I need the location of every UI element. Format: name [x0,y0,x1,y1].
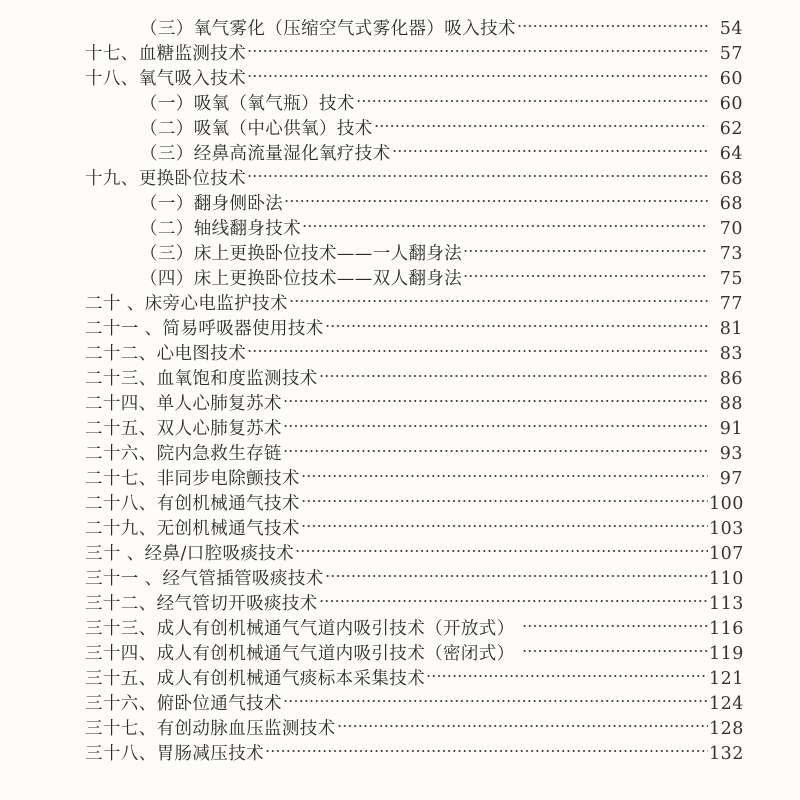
toc-entry-title: 十八、氧气吸入技术 [85,69,247,89]
toc-dot-leader [426,659,708,684]
toc-entry[interactable] [0,9,800,39]
toc-entry[interactable] [0,159,800,189]
toc-dot-leader [337,709,708,734]
toc-entry-page-number: 132 [709,744,744,764]
toc-entry-title: 二十七、非同步电除颤技术 [85,469,300,489]
toc-dot-leader [283,384,708,409]
toc-entry[interactable] [0,109,800,139]
toc-entry-page-number: 110 [709,569,744,589]
toc-dot-leader [301,484,708,509]
toc-dot-leader [522,634,708,659]
toc-entry-page-number: 75 [719,269,743,289]
toc-dot-leader [319,584,708,609]
toc-entry-title: 二十八、有创机械通气技术 [85,494,300,514]
toc-entry-title: （三）氧气雾化（压缩空气式雾化器）吸入技术 [140,19,516,39]
toc-entry-page-number: 121 [709,669,744,689]
toc-entry-title: 二十五、双人心肺复苏术 [85,419,282,439]
toc-dot-leader [289,284,708,309]
toc-entry-page-number: 60 [719,69,743,89]
toc-entry-page-number: 91 [719,419,743,439]
toc-entry-page-number: 68 [719,194,743,214]
toc-dot-leader [392,134,708,159]
toc-entry-page-number: 97 [719,469,743,489]
toc-entry-page-number: 57 [719,44,743,64]
toc-dot-leader [301,509,708,534]
toc-dot-leader [374,109,708,134]
toc-entry-title: （四）床上更换卧位技术——双人翻身法 [140,269,463,289]
toc-entry-page-number: 103 [709,519,744,539]
toc-dot-leader [325,559,708,584]
toc-entry-title: 三十七、有创动脉血压监测技术 [85,719,336,739]
toc-entry-title: （二）吸氧（中心供氧）技术 [140,119,373,139]
toc-entry-title: 三十四、成人有创机械通气气道内吸引技术（密闭式） [85,644,515,664]
toc-entry-title: 二十一 、简易呼吸器使用技术 [85,319,324,339]
toc-dot-leader [283,434,708,459]
toc-entry-page-number: 88 [719,394,743,414]
toc-entry-page-number: 77 [719,294,743,314]
toc-dot-leader [463,259,708,284]
toc-entry-title: 二十二、心电图技术 [85,344,247,364]
toc-entry-title: 二十四、单人心肺复苏术 [85,394,282,414]
toc-entry-page-number: 93 [719,444,743,464]
toc-dot-leader [319,359,708,384]
toc-entry-page-number: 70 [719,219,743,239]
toc-entry-title: （一）翻身侧卧法 [140,194,284,214]
toc-dot-leader [283,409,708,434]
toc-dot-leader [295,534,708,559]
toc-entry[interactable] [0,34,800,64]
toc-entry-title: 十九、更换卧位技术 [85,169,247,189]
toc-entry-page-number: 119 [709,644,744,664]
toc-entry-title: （二）轴线翻身技术 [140,219,302,239]
toc-entry-page-number: 116 [709,619,744,639]
toc-dot-leader [284,184,708,209]
toc-entry-page-number: 62 [719,119,743,139]
toc-entry-title: 三十五、成人有创机械通气痰标本采集技术 [85,669,426,689]
toc-entry-title: 三十六、俯卧位通气技术 [85,694,282,714]
toc-entry-title: 三十三、成人有创机械通气气道内吸引技术（开放式） [85,619,515,639]
toc-entry-page-number: 107 [709,544,744,564]
toc-dot-leader [517,9,708,34]
toc-entry-title: 三十二、经气管切开吸痰技术 [85,594,318,614]
toc-entry[interactable] [0,134,800,164]
toc-dot-leader [265,734,708,759]
toc-entry-title: 二十 、床旁心电监护技术 [85,294,288,314]
toc-dot-leader [283,684,708,709]
toc-entry[interactable] [0,284,800,314]
toc-dot-leader [463,234,708,259]
toc-entry-title: 二十六、院内急救生存链 [85,444,282,464]
toc-entry-page-number: 100 [709,494,744,514]
toc-entry-page-number: 60 [719,94,743,114]
toc-dot-leader [247,59,708,84]
toc-entry-title: 二十三、血氧饱和度监测技术 [85,369,318,389]
toc-entry-page-number: 128 [709,719,744,739]
toc-entry-page-number: 64 [719,144,743,164]
toc-entry-page-number: 83 [719,344,743,364]
toc-entry-page-number: 54 [719,19,743,39]
toc-entry-title: 十七、血糖监测技术 [85,44,247,64]
toc-dot-leader [301,459,708,484]
toc-entry-title: （三）床上更换卧位技术——一人翻身法 [140,244,463,264]
toc-entry[interactable] [0,234,800,264]
toc-entry[interactable] [0,209,800,239]
toc-entry-page-number: 124 [709,694,744,714]
toc-entry-title: （一）吸氧（氧气瓶）技术 [140,94,355,114]
toc-entry-title: 三十 、经鼻/口腔吸痰技术 [85,544,295,564]
toc-dot-leader [247,334,708,359]
toc-entry-page-number: 73 [719,244,743,264]
toc-dot-leader [325,309,708,334]
toc-dot-leader [247,159,708,184]
toc-entry-page-number: 86 [719,369,743,389]
toc-entry-title: 二十九、无创机械通气技术 [85,519,300,539]
toc-entry-title: （三）经鼻高流量湿化氧疗技术 [140,144,391,164]
toc-entry-page-number: 81 [719,319,743,339]
toc-entry-title: 三十八、胃肠减压技术 [85,744,264,764]
toc-entry-page-number: 68 [719,169,743,189]
toc-entry-title: 三十一 、经气管插管吸痰技术 [85,569,324,589]
toc-dot-leader [247,34,708,59]
toc-dot-leader [302,209,708,234]
toc-dot-leader [522,609,708,634]
toc-dot-leader [356,84,708,109]
toc-entry-page-number: 113 [709,594,744,614]
